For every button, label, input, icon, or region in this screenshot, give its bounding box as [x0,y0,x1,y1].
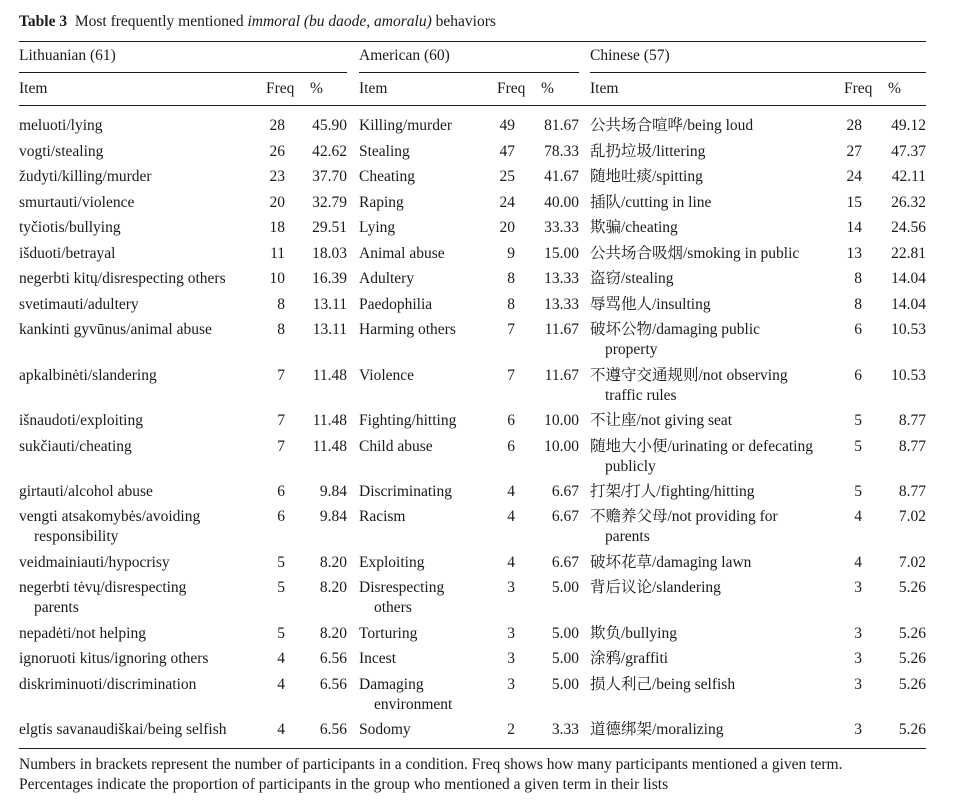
item-line: išnaudoti/exploiting [19,412,143,429]
pct-lithuanian: 37.70 [312,168,347,185]
footnote-line: Percentages indicate the proportion of participants in the group who mentioned a given term in their lists [19,776,669,793]
item-line: 欺骗/cheating [590,219,678,236]
pct-american: 10.00 [544,438,579,455]
freq-lithuanian: 6 [277,508,285,525]
pct-american: 5.00 [551,676,579,693]
item-line: Damaging [359,676,424,693]
item-line: Disrespecting [359,579,445,596]
item-lithuanian [19,218,121,238]
item-lithuanian [19,295,139,315]
item-lithuanian [19,320,212,340]
column-header-pct: % [541,80,554,97]
item-line: Lying [359,219,396,236]
caption-italic-text: immoral (bu daode, amoralu) [247,13,432,30]
freq-american: 3 [507,579,515,596]
item-line: 公共场合喧哗/being loud [590,117,754,134]
item-chinese [590,675,735,695]
item-lithuanian [19,411,143,431]
item-lithuanian [19,193,134,213]
pct-chinese: 5.26 [898,721,926,738]
item-line: išduoti/betrayal [19,245,116,262]
freq-lithuanian: 4 [277,721,285,738]
freq-chinese: 27 [846,143,862,160]
freq-chinese: 14 [846,219,862,236]
freq-lithuanian: 8 [277,296,285,313]
table-caption [19,13,496,31]
freq-chinese: 8 [854,270,862,287]
freq-lithuanian: 11 [270,245,285,262]
pct-lithuanian: 8.20 [319,579,347,596]
pct-chinese: 26.32 [891,194,926,211]
group-header-lithuanian: Lithuanian (61) [19,47,116,64]
freq-chinese: 3 [854,650,862,667]
freq-american: 24 [499,194,515,211]
pct-american: 5.00 [551,650,579,667]
top-rule [19,41,926,42]
freq-lithuanian: 4 [277,650,285,667]
item-line-continued: responsibility [34,528,119,545]
pct-american: 11.67 [544,367,579,384]
table-row [0,320,956,358]
item-chinese [590,295,711,315]
caption-text: Most frequently mentioned [74,13,248,30]
pct-lithuanian: 18.03 [312,245,347,262]
freq-lithuanian: 6 [277,483,285,500]
pct-lithuanian: 6.56 [319,650,347,667]
pct-american: 13.33 [544,296,579,313]
item-lithuanian [19,720,227,740]
table-row [0,142,956,162]
freq-chinese: 13 [846,245,862,262]
header-rule [19,105,926,106]
pct-american: 3.33 [551,721,579,738]
table-row [0,482,956,502]
pct-chinese: 5.26 [898,650,926,667]
group-rule-lithuanian [19,72,347,73]
item-line: 随地大小便/urinating or defecating [590,438,813,455]
table-row [0,167,956,187]
item-american [359,295,432,315]
item-chinese [590,437,813,477]
item-chinese [590,649,668,669]
freq-chinese: 24 [846,168,862,185]
freq-american: 6 [507,438,515,455]
pct-chinese: 22.81 [891,245,926,262]
item-line: 不让座/not giving seat [590,412,733,429]
item-chinese [590,482,754,502]
item-american [359,269,414,289]
item-chinese [590,320,760,360]
item-line: apkalbinėti/slandering [19,367,157,384]
table-row [0,366,956,404]
freq-lithuanian: 7 [277,438,285,455]
item-line-continued: property [605,341,658,358]
freq-chinese: 8 [854,296,862,313]
freq-chinese: 6 [854,321,862,338]
freq-american: 3 [507,650,515,667]
pct-american: 5.00 [551,625,579,642]
pct-american: 6.67 [551,508,579,525]
pct-chinese: 10.53 [891,367,926,384]
item-lithuanian [19,553,170,573]
freq-american: 7 [507,321,515,338]
item-line: girtauti/alcohol abuse [19,483,153,500]
column-header-item: Item [590,80,619,97]
freq-lithuanian: 4 [277,676,285,693]
item-american [359,553,424,573]
pct-lithuanian: 13.11 [312,321,347,338]
pct-lithuanian: 6.56 [319,676,347,693]
item-lithuanian [19,269,226,289]
freq-chinese: 5 [854,412,862,429]
item-line: 损人利己/being selfish [590,676,736,693]
pct-chinese: 14.04 [891,296,926,313]
caption-text-end: behaviors [431,13,496,30]
pct-american: 10.00 [544,412,579,429]
item-american [359,437,433,457]
item-line: sukčiauti/cheating [19,438,132,455]
item-line: Cheating [359,168,415,185]
item-american [359,218,395,238]
pct-chinese: 14.04 [891,270,926,287]
item-line: 盗窃/stealing [590,270,674,287]
item-line: negerbti tėvų/disrespecting [19,579,187,596]
item-line: Animal abuse [359,245,445,262]
pct-chinese: 49.12 [891,117,926,134]
item-american [359,720,411,740]
freq-lithuanian: 5 [277,579,285,596]
item-lithuanian [19,675,196,695]
table-row [0,411,956,431]
item-chinese [590,244,799,264]
freq-american: 6 [507,412,515,429]
item-line: 插队/cutting in line [590,194,712,211]
item-line: elgtis savanaudiškai/being selfish [19,721,227,738]
group-rule-american [359,72,579,73]
table-row [0,116,956,136]
freq-chinese: 4 [854,554,862,571]
freq-chinese: 15 [846,194,862,211]
item-lithuanian [19,482,153,502]
pct-lithuanian: 13.11 [312,296,347,313]
freq-lithuanian: 20 [269,194,285,211]
pct-chinese: 5.26 [898,579,926,596]
freq-lithuanian: 8 [277,321,285,338]
item-line: Fighting/hitting [359,412,457,429]
table-row [0,624,956,644]
group-header-american: American (60) [359,47,450,64]
pct-chinese: 24.56 [891,219,926,236]
pct-chinese: 47.37 [891,143,926,160]
table-row [0,244,956,264]
pct-american: 11.67 [544,321,579,338]
item-chinese [590,218,678,238]
pct-chinese: 7.02 [898,508,926,525]
item-lithuanian [19,649,208,669]
item-line: vengti atsakomybės/avoiding [19,508,201,525]
pct-lithuanian: 16.39 [312,270,347,287]
column-header-freq: Freq [844,80,873,97]
table-row [0,675,956,713]
freq-american: 9 [507,245,515,262]
freq-american: 4 [507,483,515,500]
item-chinese [590,142,705,162]
pct-american: 6.67 [551,554,579,571]
item-chinese [590,269,674,289]
pct-lithuanian: 8.20 [319,554,347,571]
table-row [0,720,956,740]
item-chinese [590,553,751,573]
item-line: smurtauti/violence [19,194,135,211]
item-chinese [590,507,778,547]
item-american [359,507,406,527]
item-line: 打架/打人/fighting/hitting [590,483,755,500]
table-label: Table 3 [19,13,68,30]
pct-lithuanian: 45.90 [312,117,347,134]
item-line: 破坏公物/damaging public [590,321,761,338]
item-american [359,116,452,136]
pct-american: 15.00 [544,245,579,262]
table-row [0,507,956,545]
bottom-rule [19,748,926,749]
item-line: Violence [359,367,415,384]
item-american [359,578,444,618]
item-american [359,244,445,264]
item-line: Discriminating [359,483,452,500]
item-line-continued: traffic rules [605,387,677,404]
item-lithuanian [19,244,115,264]
item-chinese [590,578,721,598]
pct-american: 40.00 [544,194,579,211]
item-line: Paedophilia [359,296,433,313]
item-line: Raping [359,194,404,211]
table-row [0,553,956,573]
freq-chinese: 3 [854,625,862,642]
freq-chinese: 6 [854,367,862,384]
item-american [359,167,415,187]
freq-american: 49 [499,117,515,134]
freq-american: 7 [507,367,515,384]
pct-lithuanian: 9.84 [319,483,347,500]
pct-lithuanian: 29.51 [312,219,347,236]
freq-american: 4 [507,554,515,571]
pct-american: 5.00 [551,579,579,596]
item-line: Adultery [359,270,415,287]
item-line: 随地吐痰/spitting [590,168,703,185]
item-line: Stealing [359,143,410,160]
item-line-continued: publicly [605,458,656,475]
table-row [0,193,956,213]
item-lithuanian [19,624,146,644]
item-line: Child abuse [359,438,433,455]
table-row [0,578,956,616]
item-american [359,142,410,162]
item-chinese [590,411,732,431]
pct-lithuanian: 11.48 [312,412,347,429]
pct-lithuanian: 42.62 [312,143,347,160]
freq-lithuanian: 23 [269,168,285,185]
pct-lithuanian: 6.56 [319,721,347,738]
item-american [359,482,452,502]
item-lithuanian [19,116,103,136]
freq-lithuanian: 5 [277,554,285,571]
item-line: 公共场合吸烟/smoking in public [590,245,800,262]
pct-american: 6.67 [551,483,579,500]
freq-lithuanian: 7 [277,412,285,429]
item-american [359,411,456,431]
group-header-chinese: Chinese (57) [590,47,670,64]
item-line: Exploiting [359,554,425,571]
item-line: Incest [359,650,397,667]
table-row [0,649,956,669]
column-header-pct: % [888,80,901,97]
item-american [359,675,452,715]
pct-lithuanian: 11.48 [312,367,347,384]
item-american [359,624,417,644]
column-header-pct: % [310,80,323,97]
item-lithuanian [19,437,132,457]
item-line: diskriminuoti/discrimination [19,676,197,693]
item-lithuanian [19,142,103,162]
item-line: meluoti/lying [19,117,103,134]
item-line: vogti/stealing [19,143,104,160]
item-line: žudyti/killing/murder [19,168,152,185]
item-line-continued: parents [34,599,79,616]
group-rule-chinese [590,72,926,73]
item-american [359,320,456,340]
freq-chinese: 3 [854,579,862,596]
freq-american: 4 [507,508,515,525]
freq-chinese: 28 [846,117,862,134]
item-line: 辱骂他人/insulting [590,296,711,313]
item-line: 背后议论/slandering [590,579,721,596]
pct-chinese: 10.53 [891,321,926,338]
table-row [0,295,956,315]
freq-lithuanian: 7 [277,367,285,384]
freq-american: 20 [499,219,515,236]
item-lithuanian [19,578,186,618]
footnote-line: Numbers in brackets represent the number of participants in a condition. Freq shows how many participants mentioned a given term. [19,756,843,773]
item-line: 涂鸦/graffiti [590,650,669,667]
item-line: ignoruoti kitus/ignoring others [19,650,209,667]
item-chinese [590,624,677,644]
pct-lithuanian: 11.48 [312,438,347,455]
column-header-item: Item [359,80,388,97]
item-line: veidmainiauti/hypocrisy [19,554,170,571]
table-row [0,218,956,238]
item-line: 不遵守交通规则/not observing [590,367,788,384]
pct-chinese: 8.77 [898,412,926,429]
item-american [359,649,396,669]
freq-lithuanian: 28 [269,117,285,134]
item-line: tyčiotis/bullying [19,219,121,236]
freq-american: 25 [499,168,515,185]
item-american [359,193,404,213]
item-line: Sodomy [359,721,411,738]
pct-american: 78.33 [544,143,579,160]
item-lithuanian [19,507,200,547]
item-line: 破坏花草/damaging lawn [590,554,752,571]
pct-chinese: 5.26 [898,625,926,642]
item-line: 乱扔垃圾/littering [590,143,706,160]
freq-chinese: 5 [854,438,862,455]
pct-chinese: 8.77 [898,483,926,500]
pct-lithuanian: 8.20 [319,625,347,642]
pct-american: 33.33 [544,219,579,236]
freq-american: 3 [507,676,515,693]
item-american [359,366,414,386]
pct-chinese: 8.77 [898,438,926,455]
freq-lithuanian: 10 [269,270,285,287]
column-header-freq: Freq [497,80,526,97]
pct-lithuanian: 9.84 [319,508,347,525]
item-line-continued: others [374,599,412,616]
item-lithuanian [19,167,152,187]
freq-american: 8 [507,296,515,313]
pct-american: 41.67 [544,168,579,185]
item-line: Racism [359,508,406,525]
item-lithuanian [19,366,157,386]
pct-american: 81.67 [544,117,579,134]
table-footnote [19,755,939,795]
pct-american: 13.33 [544,270,579,287]
item-line: 欺负/bullying [590,625,677,642]
table-row [0,269,956,289]
item-chinese [590,193,711,213]
freq-lithuanian: 18 [269,219,285,236]
item-line: kankinti gyvūnus/animal abuse [19,321,212,338]
freq-american: 2 [507,721,515,738]
freq-chinese: 5 [854,483,862,500]
freq-chinese: 4 [854,508,862,525]
item-chinese [590,366,788,406]
item-chinese [590,116,753,136]
item-line: svetimauti/adultery [19,296,139,313]
freq-lithuanian: 5 [277,625,285,642]
item-line-continued: environment [374,696,453,713]
pct-chinese: 5.26 [898,676,926,693]
column-header-item: Item [19,80,48,97]
item-line: Harming others [359,321,456,338]
item-line: Killing/murder [359,117,452,134]
column-header-freq: Freq [266,80,295,97]
pct-chinese: 7.02 [898,554,926,571]
freq-chinese: 3 [854,721,862,738]
freq-chinese: 3 [854,676,862,693]
table-row [0,437,956,475]
item-line-continued: parents [605,528,650,545]
item-line: nepadėti/not helping [19,625,146,642]
freq-american: 47 [499,143,515,160]
pct-lithuanian: 32.79 [312,194,347,211]
item-line: 道德绑架/moralizing [590,721,724,738]
item-line: 不赡养父母/not providing for [590,508,778,525]
item-line: Torturing [359,625,418,642]
freq-lithuanian: 26 [269,143,285,160]
pct-chinese: 42.11 [891,168,926,185]
freq-american: 3 [507,625,515,642]
freq-american: 8 [507,270,515,287]
item-line: negerbti kitų/disrespecting others [19,270,226,287]
item-chinese [590,720,723,740]
item-chinese [590,167,703,187]
